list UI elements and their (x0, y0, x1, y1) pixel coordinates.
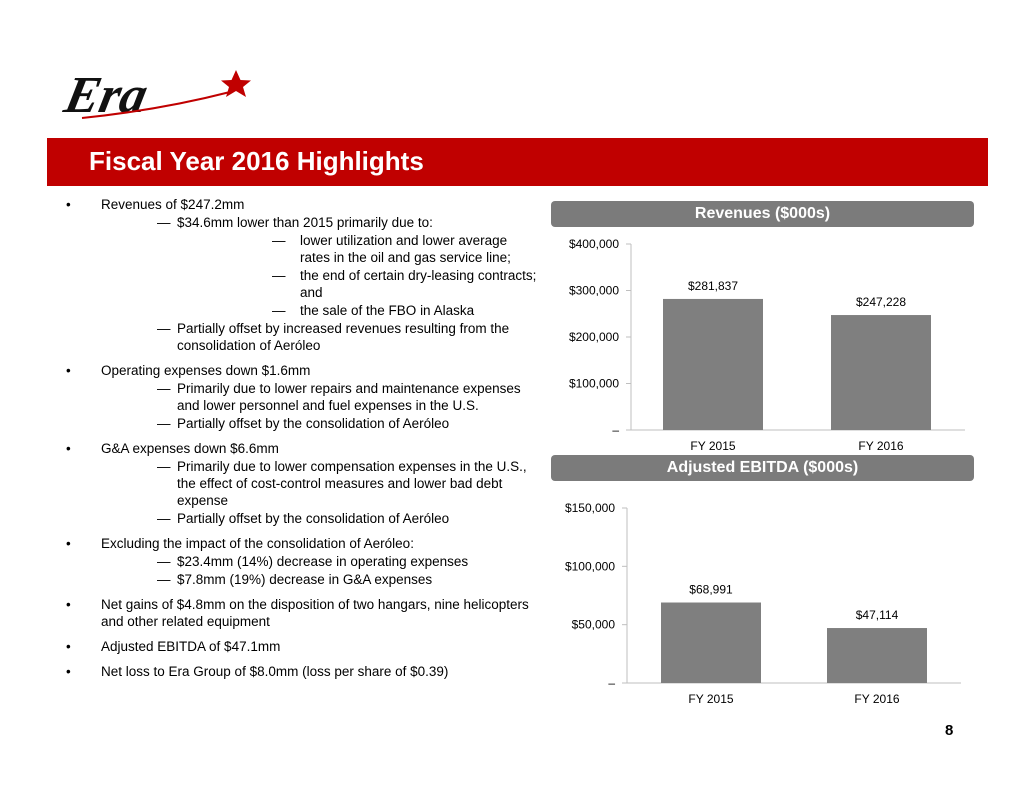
bullet-text: $23.4mm (14%) decrease in operating expenses (177, 554, 469, 569)
bullet-dash: — (272, 268, 286, 283)
bullet-dash: — (157, 459, 171, 474)
bullet-dash: — (157, 381, 171, 396)
bullet-text: Primarily due to lower compensation expenses in the U.S., the effect of cost-control measures and lower bad debt expense (177, 459, 527, 508)
bullet-text: $7.8mm (19%) decrease in G&A expenses (177, 572, 433, 587)
bullet-dash: — (272, 233, 286, 248)
era-logo (59, 66, 255, 126)
bullet-level1 (60, 596, 540, 630)
bar (831, 315, 931, 430)
bullet-text: the end of certain dry-leasing contracts; and (300, 268, 537, 300)
bullet-dot: • (66, 597, 71, 612)
title-bar (47, 138, 988, 186)
bullet-dot: • (66, 441, 71, 456)
category-label: FY 2015 (690, 439, 736, 453)
y-tick-label: $100,000 (568, 376, 619, 391)
bullet-level2 (101, 510, 540, 527)
bullet-dot: • (66, 664, 71, 679)
y-tick-label: $400,000 (568, 237, 619, 251)
bullet-level2 (101, 415, 540, 432)
bullet-dot: • (66, 639, 71, 654)
logo-text: Era (59, 66, 153, 124)
bullet-text: Partially offset by the consolidation of Aeróleo (177, 416, 450, 431)
category-label: FY 2016 (854, 692, 900, 706)
bullet-dash: — (157, 511, 171, 526)
bullet-text: Partially offset by the consolidation of Aeróleo (177, 511, 450, 526)
category-label: FY 2015 (688, 692, 734, 706)
bullet-text: Net gains of $4.8mm on the disposition of two hangars, nine helicopters and other related equipment (101, 597, 529, 629)
bullet-text: Net loss to Era Group of $8.0mm (loss per share of $0.39) (101, 664, 449, 679)
bullet-level2 (101, 571, 540, 588)
page-title: Fiscal Year 2016 Highlights (89, 146, 424, 176)
bar (663, 299, 763, 430)
bullet-level1 (60, 663, 540, 680)
bullet-dot: • (66, 536, 71, 551)
bullet-level3 (177, 232, 540, 266)
bullet-level3 (177, 267, 540, 301)
highlights-list (60, 196, 540, 688)
bullet-level2 (101, 380, 540, 414)
bullet-dash: — (157, 321, 171, 336)
bullet-level3 (177, 302, 540, 319)
y-tick-label: $300,000 (568, 283, 619, 298)
bar (827, 628, 927, 683)
data-label: $281,837 (687, 278, 739, 293)
page-number: 8 (945, 722, 954, 739)
y-tick-label: – (612, 423, 619, 437)
bullet-level2 (101, 458, 540, 509)
data-label: $68,991 (689, 582, 733, 597)
bullet-text: Revenues of $247.2mm (101, 197, 245, 212)
bullet-level1 (60, 440, 540, 527)
bullet-level1 (60, 196, 540, 354)
bullet-level2 (101, 553, 540, 570)
bullet-dot: • (66, 197, 71, 212)
revenues-chart-header: Revenues ($000s) (551, 201, 974, 227)
bullet-dash: — (157, 554, 171, 569)
y-tick-label: $50,000 (571, 617, 615, 632)
ebitda-chart (551, 486, 974, 716)
bullet-dash: — (157, 572, 171, 587)
bullet-text: Operating expenses down $1.6mm (101, 363, 311, 378)
data-label: $247,228 (855, 295, 907, 310)
revenues-chart (551, 232, 974, 457)
bullet-text: Adjusted EBITDA of $47.1mm (101, 639, 281, 654)
bullet-text: the sale of the FBO in Alaska (300, 303, 475, 318)
bar (661, 603, 761, 683)
bullet-dot: • (66, 363, 71, 378)
bullet-level1 (60, 638, 540, 655)
bullet-dash: — (157, 416, 171, 431)
bullet-text: $34.6mm lower than 2015 primarily due to: (177, 215, 433, 230)
bullet-text: Excluding the impact of the consolidation of Aeróleo: (101, 536, 414, 551)
bullet-dash: — (157, 215, 171, 230)
ebitda-chart-header: Adjusted EBITDA ($000s) (551, 455, 974, 481)
y-tick-label: – (608, 676, 615, 690)
bullet-text: G&A expenses down $6.6mm (101, 441, 279, 456)
y-tick-label: $100,000 (564, 559, 615, 574)
y-tick-label: $200,000 (568, 330, 619, 344)
category-label: FY 2016 (858, 439, 904, 453)
bullet-text: lower utilization and lower average rates in the oil and gas service line; (300, 233, 511, 265)
bullet-level2 (101, 214, 540, 319)
bullet-level1 (60, 362, 540, 432)
bullet-level1 (60, 535, 540, 588)
bullet-text: Primarily due to lower repairs and maintenance expenses and lower personnel and fuel expenses in the U.S. (177, 381, 521, 413)
bullet-dash: — (272, 303, 286, 318)
bullet-text: Partially offset by increased revenues resulting from the consolidation of Aeróleo (177, 321, 510, 353)
bullet-level2 (101, 320, 540, 354)
data-label: $47,114 (855, 608, 899, 623)
y-tick-label: $150,000 (564, 501, 615, 515)
